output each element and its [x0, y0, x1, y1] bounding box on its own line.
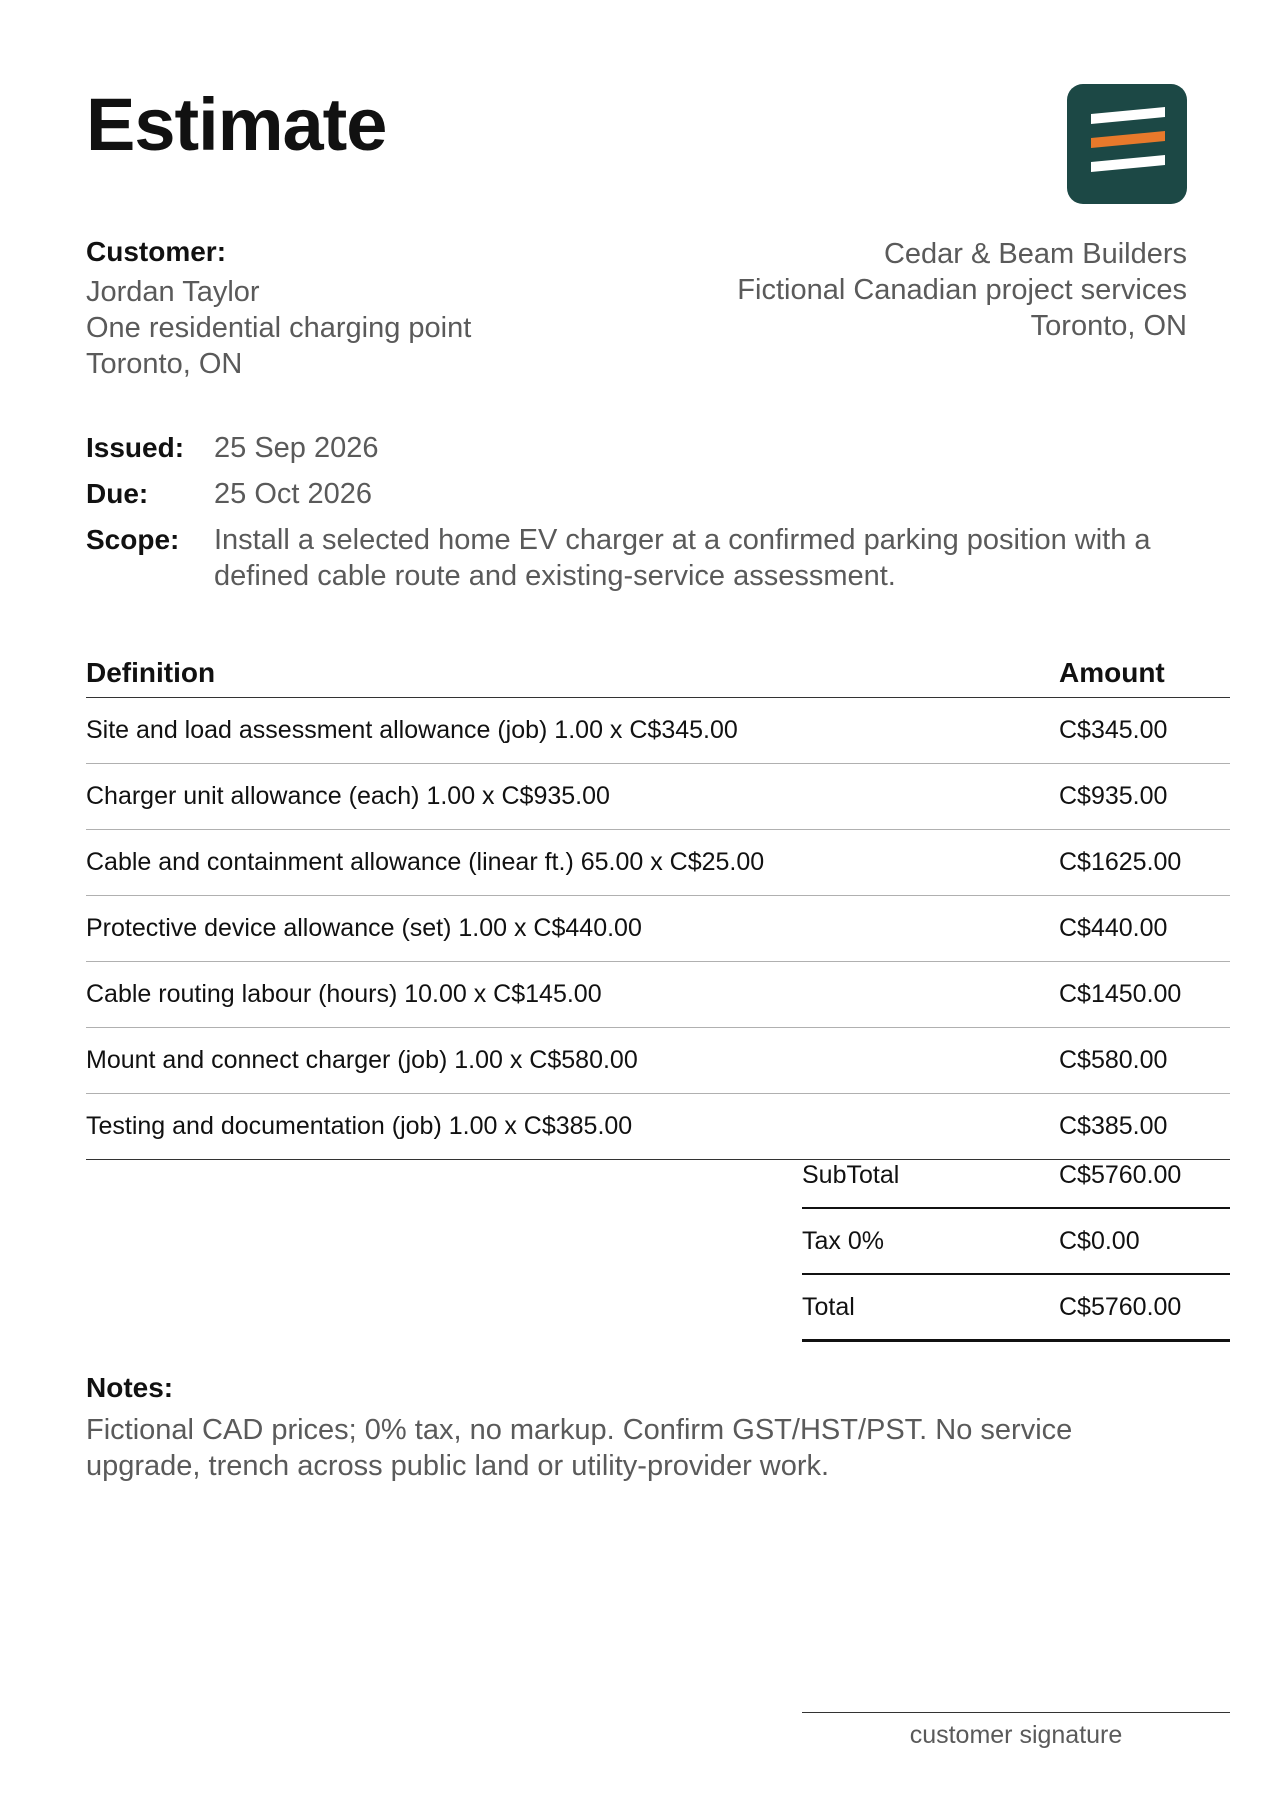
company-tagline: Fictional Canadian project services: [737, 274, 1187, 306]
subtotal-row: [802, 1143, 1230, 1209]
issued-date: 25 Sep 2026: [214, 432, 379, 464]
issued-label: Issued:: [86, 432, 185, 463]
scope-label: Scope:: [86, 524, 180, 555]
item-definition: Protective device allowance (set) 1.00 x C$440.00: [86, 914, 642, 942]
customer-address-line: One residential charging point: [86, 312, 472, 344]
subtotal-label: SubTotal: [802, 1160, 900, 1189]
table-row: [86, 962, 1230, 1028]
item-amount: C$385.00: [1059, 1112, 1168, 1140]
estimate-meta: [86, 430, 1226, 604]
item-amount: C$580.00: [1059, 1046, 1168, 1074]
tax-row: [802, 1209, 1230, 1275]
tax-value: C$0.00: [1059, 1226, 1140, 1255]
totals-block: [802, 1143, 1230, 1342]
customer-label: Customer:: [86, 236, 227, 267]
company-name: Cedar & Beam Builders: [883, 238, 1187, 270]
due-date: 25 Oct 2026: [214, 478, 372, 510]
table-header: [86, 648, 1230, 698]
table-row: [86, 830, 1230, 896]
item-definition: Testing and documentation (job) 1.00 x C$385.00: [86, 1112, 633, 1140]
customer-city: Toronto, ON: [86, 348, 243, 380]
scope-text: Install a selected home EV charger at a confirmed parking position with a defined cable route and existing-service assessment.: [214, 524, 1151, 592]
item-amount: C$440.00: [1059, 914, 1168, 942]
tax-label: Tax 0%: [802, 1226, 884, 1255]
table-row: [86, 1028, 1230, 1094]
item-definition: Mount and connect charger (job) 1.00 x C$580.00: [86, 1046, 638, 1074]
item-amount: C$935.00: [1059, 782, 1168, 810]
customer-block: [86, 236, 471, 382]
document-title: Estimate: [86, 83, 387, 166]
total-row: [802, 1275, 1230, 1342]
issued-row: [86, 430, 1226, 466]
total-value: C$5760.00: [1059, 1292, 1182, 1321]
amount-column-header: Amount: [1059, 657, 1165, 688]
notes-text: Fictional CAD prices; 0% tax, no markup. Confirm GST/HST/PST. No service upgrade, trench across public land or utility-provider work.: [86, 1414, 1073, 1482]
scope-row: [86, 522, 1226, 594]
signature-line: customer signature: [802, 1712, 1230, 1750]
item-definition: Cable and containment allowance (linear ft.) 65.00 x C$25.00: [86, 848, 765, 876]
line-items-table: [86, 648, 1230, 1160]
item-definition: Site and load assessment allowance (job) 1.00 x C$345.00: [86, 716, 738, 744]
total-label: Total: [802, 1292, 855, 1321]
subtotal-value: C$5760.00: [1059, 1160, 1182, 1189]
item-amount: C$345.00: [1059, 716, 1168, 744]
table-row: [86, 698, 1230, 764]
definition-column-header: Definition: [86, 657, 216, 688]
table-row: [86, 896, 1230, 962]
company-city: Toronto, ON: [1030, 310, 1187, 342]
due-label: Due:: [86, 478, 149, 509]
item-definition: Cable routing labour (hours) 10.00 x C$145.00: [86, 980, 602, 1008]
due-row: [86, 476, 1226, 512]
company-logo-icon: [1067, 84, 1187, 204]
item-amount: C$1625.00: [1059, 848, 1182, 876]
item-definition: Charger unit allowance (each) 1.00 x C$935.00: [86, 782, 610, 810]
customer-name: Jordan Taylor: [86, 276, 260, 308]
notes-block: [86, 1372, 1186, 1484]
table-row: [86, 764, 1230, 830]
company-block: [737, 236, 1187, 344]
item-amount: C$1450.00: [1059, 980, 1182, 1008]
notes-label: Notes:: [86, 1372, 174, 1403]
